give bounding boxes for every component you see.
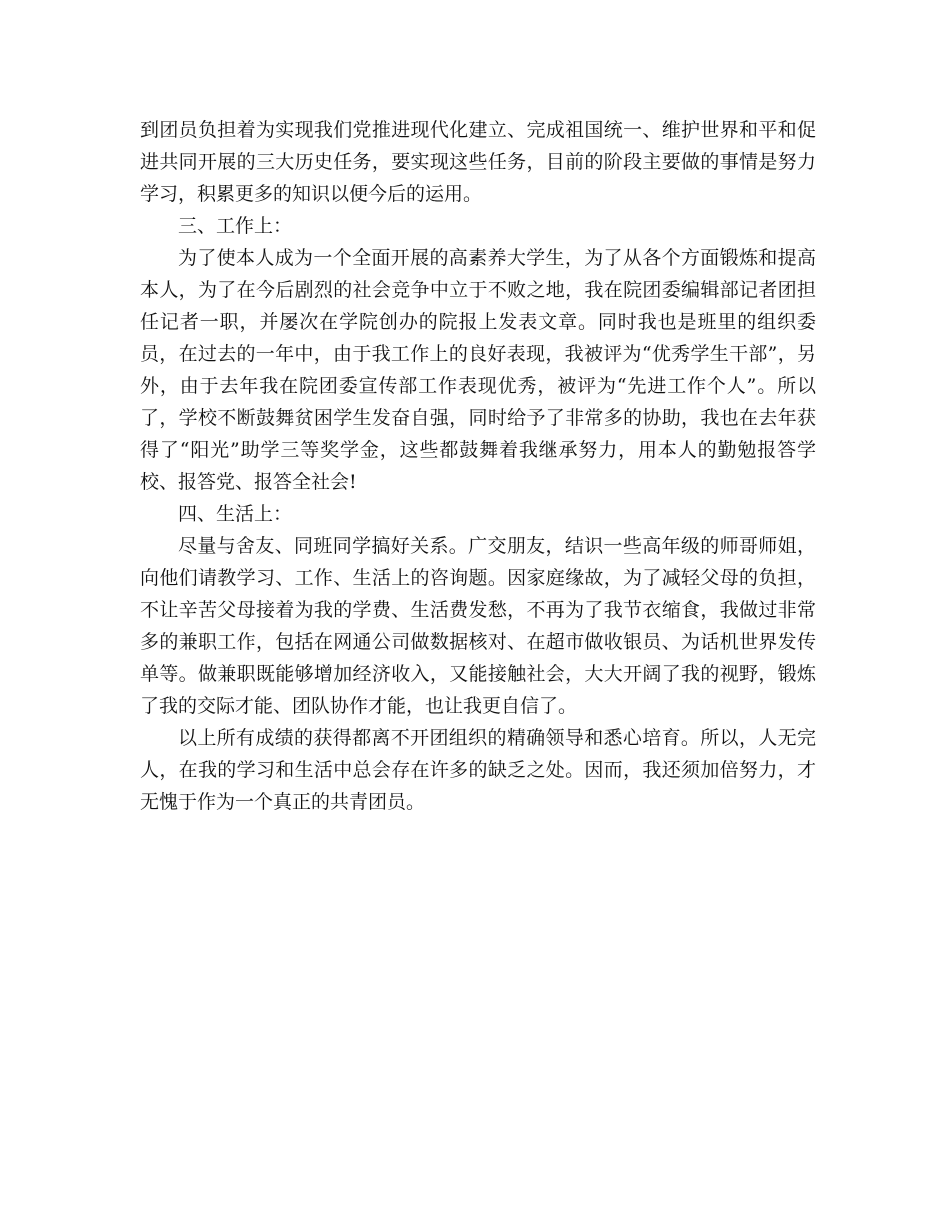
document-body	[140, 114, 816, 818]
paragraph-conclusion: 以上所有成绩的获得都离不开团组织的精确领导和悉心培育。所以，人无完人，在我的学习和生活中总会存在许多的缺乏之处。因而，我还须加倍努力，才无愧于作为一个真正的共青团员。	[140, 727, 816, 813]
paragraph-work: 为了使本人成为一个全面开展的高素养大学生，为了从各个方面锻炼和提高本人，为了在今后剧烈的社会竞争中立于不败之地，我在院团委编辑部记者团担任记者一职，并屡次在学院创办的院报上发表文章。同时我也是班里的组织委员，在过去的一年中，由于我工作上的良好表现，我被评为“优秀学生干部”，另外，由于去年我在院团委宣传部工作表现优秀，被评为“先进工作个人”。所以了，学校不断鼓舞贫困学生发奋自强，同时给予了非常多的协助，我也在去年获得了“阳光”助学三等奖学金，这些都鼓舞着我继承努力，用本人的勤勉报答学校、报答党、报答全社会!	[140, 247, 816, 493]
section-heading-life: 四、生活上：	[178, 503, 293, 525]
paragraph-life: 尽量与舍友、同班同学搞好关系。广交朋友，结识一些高年级的师哥师姐，向他们请教学习、工作、生活上的咨询题。因家庭缘故，为了减轻父母的负担，不让辛苦父母接着为我的学费、生活费发愁，不再为了我节衣缩食，我做过非常多的兼职工作，包括在网通公司做数据核对、在超市做收银员、为话机世界发传单等。做兼职既能够增加经济收入，又能接触社会，大大开阔了我的视野，锻炼了我的交际才能、团队协作才能，也让我更自信了。	[140, 535, 816, 717]
paragraph-continuation: 到团员负担着为实现我们党推进现代化建立、完成祖国统一、维护世界和平和促进共同开展的三大历史任务，要实现这些任务，目前的阶段主要做的事情是努力学习，积累更多的知识以便今后的运用。	[140, 119, 816, 205]
section-heading-work: 三、工作上：	[178, 215, 293, 237]
